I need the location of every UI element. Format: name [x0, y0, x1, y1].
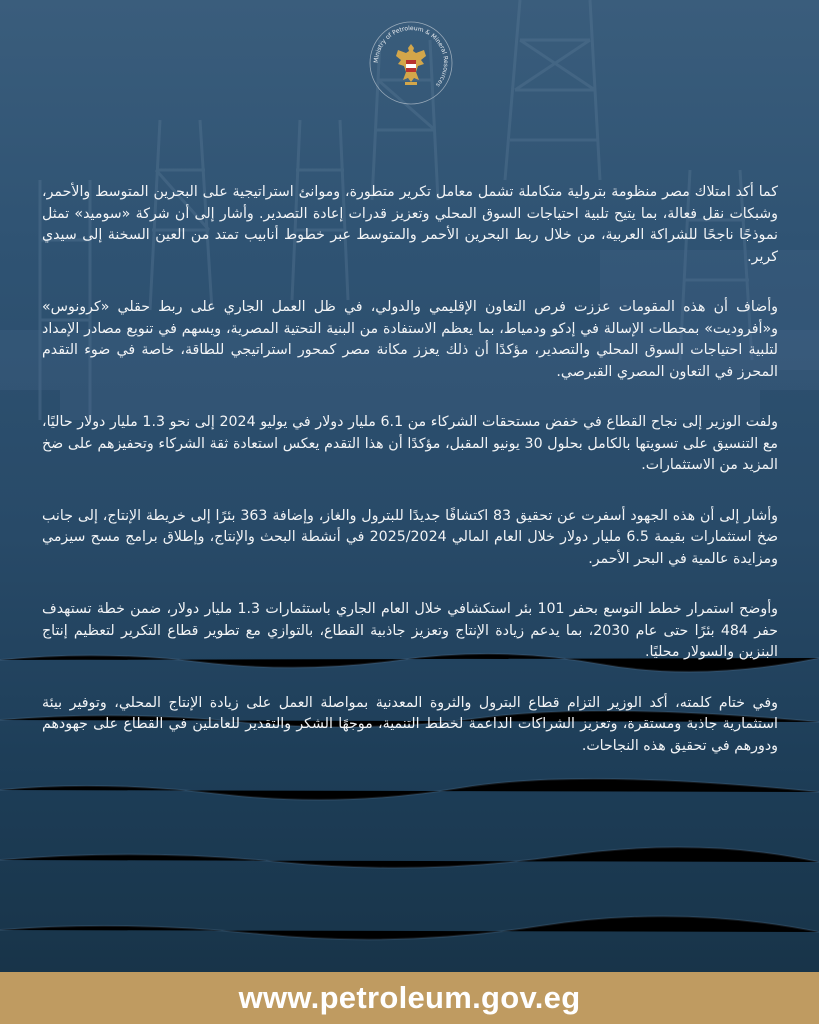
paragraph: وأشار إلى أن هذه الجهود أسفرت عن تحقيق 83 اكتشافًا جديدًا للبترول والغاز، وإضافة 363 بئرًا إلى خريطة الإنتاج، إلى جانب ضخ استثمارات بقيمة 6.5 مليار دولار خلال العام المالي 2025/2024 في أنشطة البحث والإنتاج، وإطلاق برامج مسح سيزمي ومزايدة عالمية في البحر الأحمر. [42, 507, 779, 567]
paragraph: ولفت الوزير إلى نجاح القطاع في خفض مستحقات الشركاء من 6.1 مليار دولار في يوليو 2024 إلى نحو 1.3 مليار دولار حاليًا، مع التنسيق على تسويتها بالكامل بحلول 30 يونيو المقبل، مؤكدًا أن هذا التقدم يعكس استعادة ثقة الشركاء وتحفيزهم على ضخ المزيد من الاستثمارات. [42, 414, 779, 473]
logo-english-text: Ministry of Petroleum & Mineral Resources [372, 24, 450, 89]
paragraph: كما أكد امتلاك مصر منظومة بترولية متكاملة تشمل معامل تكرير متطورة، وموانئ استراتيجية على البحرين المتوسط والأحمر، وشبكات نقل فعالة، بما يتيح تلبية احتياجات السوق المحلي وتعزيز قدرات إعادة التصدير. وأشار إلى أن شركة «سوميد» تمثل نموذجًا ناجحًا للشراكة العربية، من خلال ربط البحرين الأحمر والمتوسط عبر خطوط أنابيب تمتد من العين السخنة إلى سيدي كرير. [42, 184, 778, 265]
footer-bar [0, 972, 819, 1024]
paragraph: وفي ختام كلمته، أكد الوزير التزام قطاع البترول والثروة المعدنية بمواصلة العمل على زيادة الإنتاج المحلي، وتوفير بيئة استثمارية جاذبة ومستقرة، وتعزيز الشراكات الداعمة لخطط التنمية، موجهًا الشكر والتقدير للعاملين في القطاع على جهودهم ودورهم في تحقيق هذه النجاحات. [42, 694, 778, 754]
ministry-logo [368, 20, 454, 106]
eagle-emblem-icon [368, 20, 454, 106]
article-body [42, 182, 778, 786]
paragraph: وأوضح استمرار خطط التوسع بحفر 101 بئر استكشافي خلال العام الجاري باستثمارات 1.3 مليار دولار، ضمن خطة تستهدف حفر 484 بئرًا حتى عام 2030، بما يدعم زيادة الإنتاج وتعزيز جاذبية القطاع، بالتوازي مع تطوير قطاع التكرير لتعظيم إنتاج البنزين والسولار محليًا. [42, 601, 778, 660]
website-url: www.petroleum.gov.eg [238, 980, 581, 1015]
paragraph: وأضاف أن هذه المقومات عززت فرص التعاون الإقليمي والدولي، في ظل العمل الجاري على ربط حقلي «كرونوس» و«أفروديت» بمحطات الإسالة في إدكو ودمياط، بما يعظم الاستفادة من البنية التحتية المصرية، ويسهم في تنويع مصادر الإمداد لتلبية احتياجات السوق المحلي والتصدير، مؤكدًا أن ذلك يعزز مكانة مصر كمحور استراتيجي للطاقة، خاصة في ضوء التقدم المحرز في التعاون المصري القبرصي. [42, 299, 778, 380]
